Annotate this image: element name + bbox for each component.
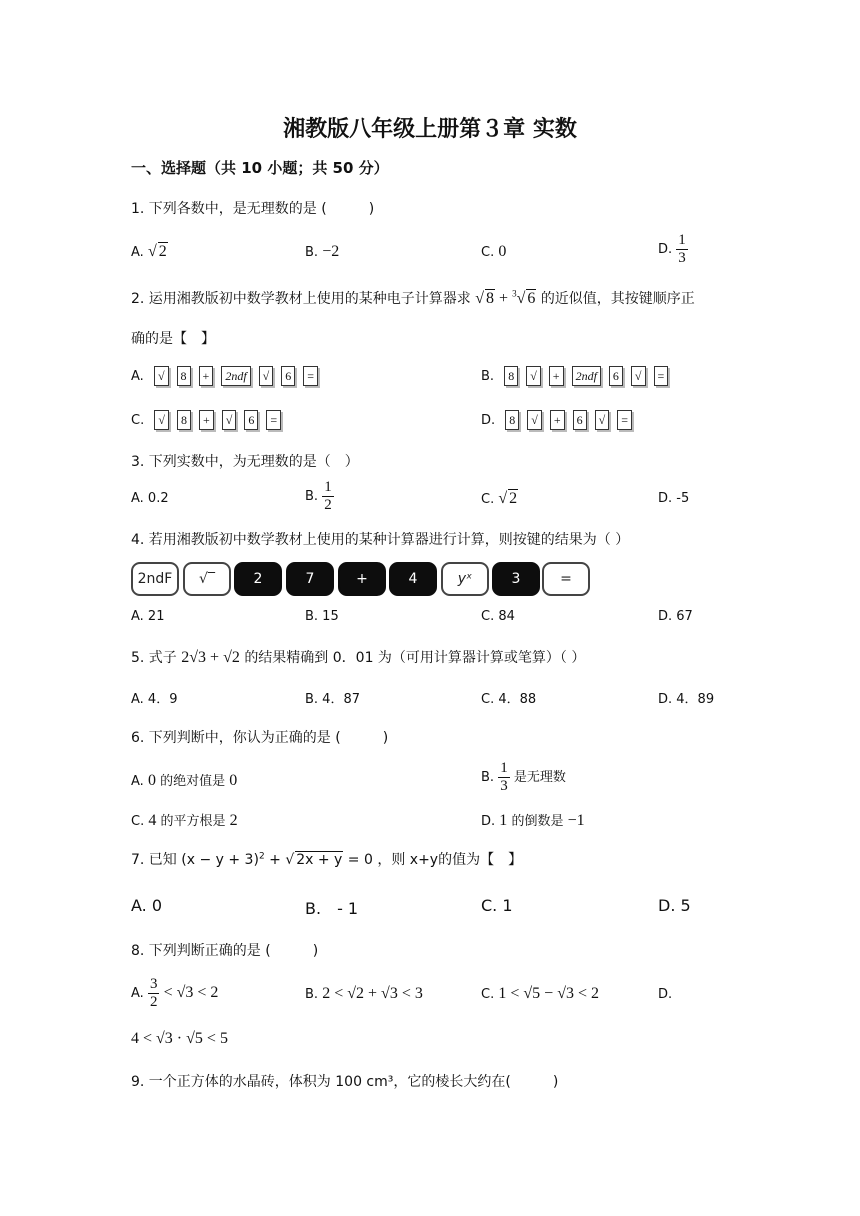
key-sqrt: √ [259,366,274,386]
key-sqrt: √ [526,366,541,386]
key-sqrt: √ [631,366,646,386]
q5-option-d[interactable]: D. 4．89 [658,692,715,707]
q5-stem: 5. 式子 2√3 + √2 的结果精确到 0．01 为（可用计算器计算或笔算）（ ） [131,649,586,666]
key-plus: + [199,366,214,386]
q8-option-d-label[interactable]: D. [658,987,673,1002]
key-equals: = [542,562,590,596]
q6-option-a[interactable]: A. 0 的绝对值是 0 [131,772,238,789]
key-4: 4 [389,562,437,596]
q4-option-d[interactable]: D. 67 [658,609,693,624]
q1-option-a[interactable]: A. √ 2 [131,243,167,260]
fraction: $\frac{1}{3}$ [678,232,686,266]
q8-stem: 8. 下列判断正确的是 ( ) [131,943,319,959]
q2-option-a[interactable]: A. √ 8 + 2ndf √ 6 = [131,366,326,386]
key-2ndf: 2ndF [131,562,179,596]
q3-stem: 3. 下列实数中，为无理数的是（ ） [131,454,359,470]
key-6: 6 [244,410,258,430]
key-equals: = [654,366,669,386]
key-plus: + [550,410,565,430]
q2-option-c[interactable]: C. √ 8 + √ 6 = [131,410,289,430]
key-8: 8 [504,366,518,386]
q6-option-b[interactable]: B. $\frac{1}{3}$ 是无理数 [481,760,566,794]
q5-expression: 2√3 + √2 [181,649,240,666]
q4-stem: 4. 若用湘教版初中数学教材上使用的某种计算器进行计算，则按键的结果为（ ） [131,532,630,548]
fraction: $\frac{1}{2}$ [324,479,332,513]
key-plus: + [338,562,386,596]
key-sqrt: √ [595,410,610,430]
q1-stem: 1. 下列各数中，是无理数的是 ( ) [131,201,375,217]
key-sqrt: √‾ [183,562,231,596]
key-8: 8 [177,410,191,430]
q3-option-a[interactable]: A. 0.2 [131,491,169,506]
key-equals: = [617,410,632,430]
key-6: 6 [573,410,587,430]
key-2ndf: 2ndf [221,366,250,386]
q5-option-b[interactable]: B. 4．87 [305,692,360,707]
q5-option-c[interactable]: C. 4．88 [481,692,537,707]
key-6: 6 [281,366,295,386]
key-plus: + [549,366,564,386]
q6-option-d[interactable]: D. 1 的倒数是 −1 [481,812,585,829]
q7-stem: 7. 已知 $(x - y + 3)^2$ + √ 2x + y = 0 ，则 x+y的值为【 】 [131,851,523,868]
q7-option-c[interactable]: C. 1 [481,896,513,915]
q7-option-b[interactable]: B. - 1 [305,899,359,918]
fraction: $\frac{3}{2}$ [149,976,158,1010]
q2-option-d[interactable]: D. 8 √ + 6 √ = [481,410,640,430]
key-7: 7 [286,562,334,596]
section-heading: 一、选择题（共 10 小题；共 50 分） [131,159,389,177]
q2-option-b[interactable]: B. 8 √ + 2ndf 6 √ = [481,366,676,386]
key-sqrt: √ [527,410,542,430]
key-sqrt: √ [154,410,169,430]
key-2ndf: 2ndf [572,366,601,386]
key-3: 3 [492,562,540,596]
q8-option-c[interactable]: C. 1 < √5 − √3 < 2 [481,985,599,1002]
q1-option-c[interactable]: C. 0 [481,243,507,260]
key-8: 8 [177,366,191,386]
q6-stem: 6. 下列判断中，你认为正确的是 ( ) [131,730,389,746]
q4-option-c[interactable]: C. 84 [481,609,515,624]
fraction: $\frac{1}{3}$ [500,760,508,794]
q3-option-c[interactable]: C. √ 2 [481,490,518,507]
q2-stem-line2: 确的是【 】 [131,331,215,347]
q7-option-d[interactable]: D. 5 [658,896,691,915]
q4-option-a[interactable]: A. 21 [131,609,165,624]
key-sqrt: √ [154,366,169,386]
q8-option-d-expr: 4 < √3 · √5 < 5 [131,1030,228,1047]
q3-option-b[interactable]: B. $\frac{1}{2}$ [305,479,332,513]
q4-option-b[interactable]: B. 15 [305,609,339,624]
q8-option-b[interactable]: B. 2 < √2 + √3 < 3 [305,985,423,1002]
key-8: 8 [505,410,519,430]
q9-stem: 9. 一个正方体的水晶砖，体积为 100 cm³，它的棱长大约在( ) [131,1074,559,1090]
key-2: 2 [234,562,282,596]
q2-stem-line1: 2. 运用湘教版初中数学教材上使用的某种电子计算器求 √ 8 + $^3$√ 6 的近似值，其按键顺序正 [131,288,695,307]
key-power: yˣ [441,562,489,596]
q1-option-b[interactable]: B. −2 [305,243,340,260]
q7-option-a[interactable]: A. 0 [131,896,163,915]
key-6: 6 [609,366,623,386]
key-equals: = [266,410,281,430]
key-sqrt: √ [222,410,237,430]
q3-option-d[interactable]: D. -5 [658,491,690,506]
q5-option-a[interactable]: A. 4．9 [131,692,178,707]
q1-option-d[interactable]: D. $\frac{1}{3}$ [658,232,686,266]
q6-option-c[interactable]: C. 4 的平方根是 2 [131,812,238,829]
key-plus: + [199,410,214,430]
page-title: 湘教版八年级上册第３章 实数 [283,117,577,142]
q8-option-a[interactable]: A. $\frac{3}{2}$ < √3 < 2 [131,976,219,1010]
key-equals: = [303,366,318,386]
